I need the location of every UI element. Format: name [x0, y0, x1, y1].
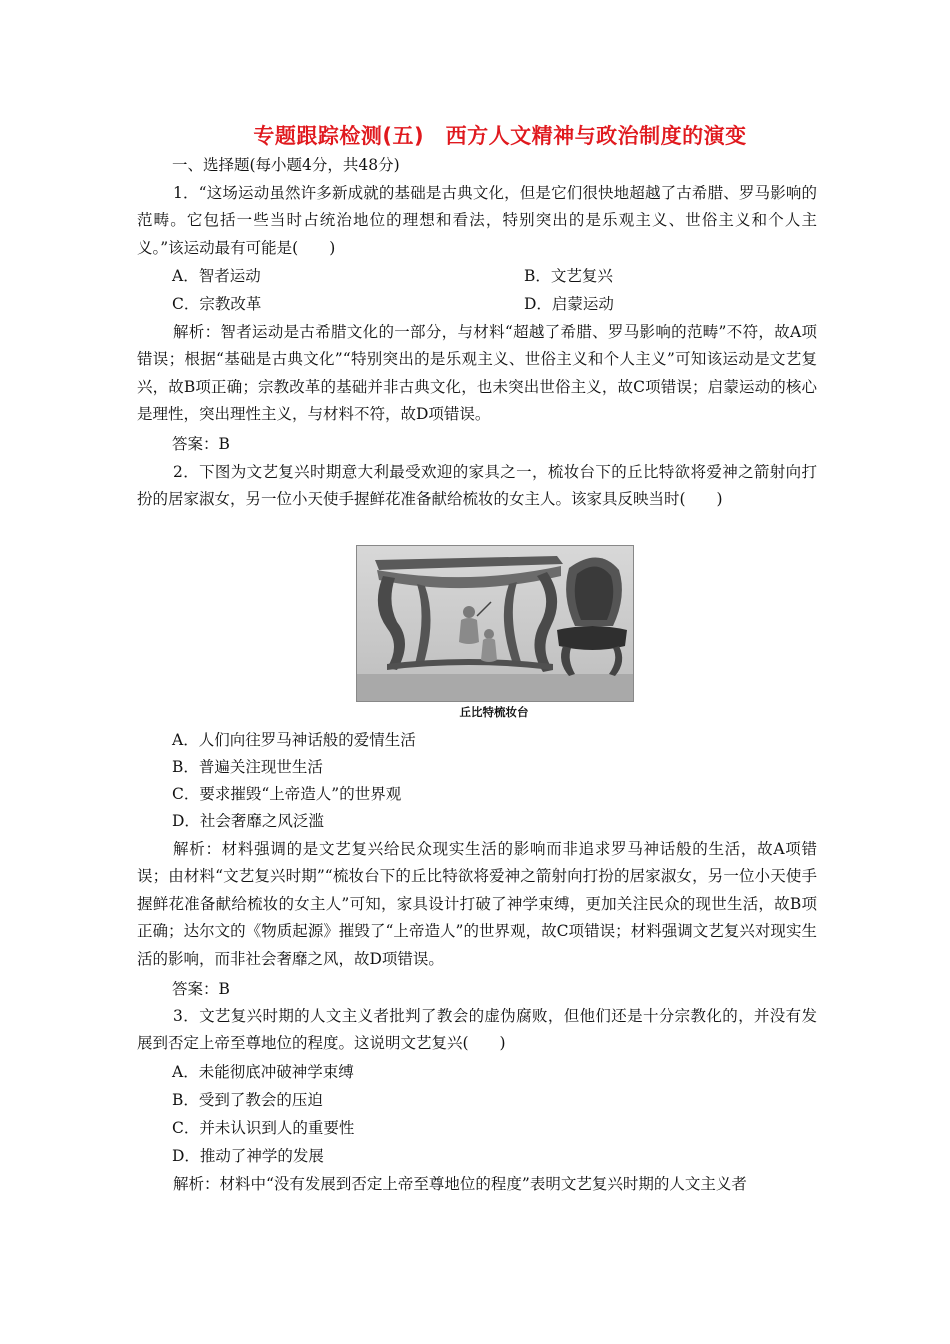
- q2-option-b: B．普遍关注现世生活: [172, 758, 323, 776]
- q1-analysis: 解析：智者运动是古希腊文化的一部分，与材料“超越了希腊、罗马影响的范畴”不符，故A项错误；根据“基础是古典文化”“特别突出的是乐观主义、世俗主义和个人主义”可知该运动是文艺复兴，故B项正确；宗教改革的基础并非古典文化，也未突出世俗主义，故C项错误；启蒙运动的核心是理性，突出理性主义，与材料不符，故D项错误。: [137, 323, 817, 424]
- section-heading: 一、选择题(每小题4分，共48分): [172, 156, 400, 174]
- q2-option-a: A．人们向往罗马神话般的爱情生活: [172, 731, 416, 749]
- q3-analysis: 解析：材料中“没有发展到否定上帝至尊地位的程度”表明文艺复兴时期的人文主义者: [173, 1175, 747, 1193]
- q1-option-c: C．宗教改革: [172, 295, 262, 313]
- q3-option-c: C．并未认识到人的重要性: [172, 1119, 355, 1137]
- q2-answer: 答案：B: [172, 980, 230, 998]
- q2-option-c: C．要求摧毁“上帝造人”的世界观: [172, 785, 402, 803]
- question-3-stem: 3．文艺复兴时期的人文主义者批判了教会的虚伪腐败，但他们还是十分宗教化的，并没有发展到否定上帝至尊地位的程度。这说明文艺复兴( ): [137, 1007, 817, 1053]
- q1-answer: 答案：B: [172, 435, 230, 453]
- q1-option-a: A．智者运动: [172, 267, 261, 285]
- q3-option-a: A．未能彻底冲破神学束缚: [172, 1063, 354, 1081]
- figure-caption: 丘比特梳妆台: [459, 705, 529, 719]
- question-1-stem: 1．“这场运动虽然许多新成就的基础是古典文化，但是它们很快地超越了古希腊、罗马影响的范畴。它包括一些当时占统治地位的理想和看法，特别突出的是乐观主义、世俗主义和个人主义。”该运动最有可能是( ): [137, 184, 817, 257]
- q2-option-d: D．社会奢靡之风泛滥: [172, 812, 324, 830]
- q1-option-d: D．启蒙运动: [524, 295, 614, 313]
- question-2-stem: 2．下图为文艺复兴时期意大利最受欢迎的家具之一，梳妆台下的丘比特欲将爱神之箭射向打扮的居家淑女，另一位小天使手握鲜花准备献给梳妆的女主人。该家具反映当时( ): [137, 463, 817, 509]
- q2-analysis: 解析：材料强调的是文艺复兴给民众现实生活的影响而非追求罗马神话般的生活，故A项错误；由材料“文艺复兴时期”“梳妆台下的丘比特欲将爱神之箭射向打扮的居家淑女，另一位小天使手握鲜花准备献给梳妆的女主人”可知，家具设计打破了神学束缚，更加关注民众的现世生活，故B项正确；达尔文的《物质起源》摧毁了“上帝造人”的世界观，故C项错误；材料强调文艺复兴对现实生活的影响，而非社会奢靡之风，故D项错误。: [137, 840, 817, 968]
- dressing-table-illustration: [357, 546, 633, 701]
- cupid-dressing-table-image: [356, 545, 634, 702]
- page-title: 专题跟踪检测(五) 西方人文精神与政治制度的演变: [253, 124, 747, 148]
- q3-option-d: D．推动了神学的发展: [172, 1147, 324, 1165]
- q1-option-b: B．文艺复兴: [524, 267, 613, 285]
- q3-option-b: B．受到了教会的压迫: [172, 1091, 323, 1109]
